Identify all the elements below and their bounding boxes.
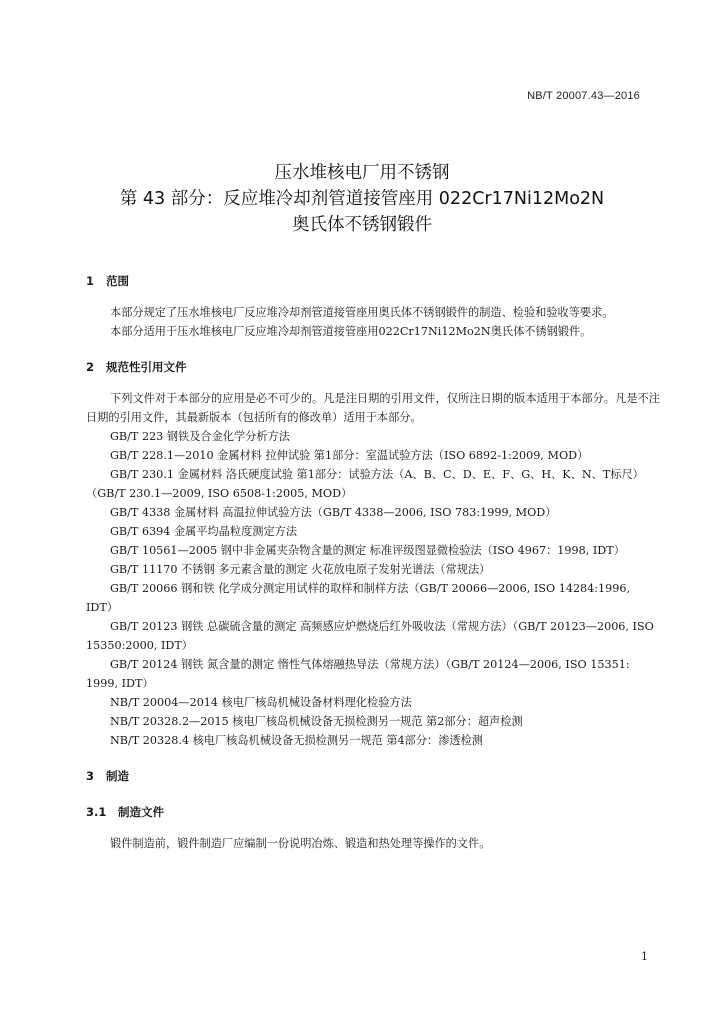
section-3-1-heading [86, 803, 660, 822]
document-body [86, 272, 660, 853]
section-3-1-title: 制造文件 [118, 805, 164, 819]
section-3-number: 3 [86, 769, 95, 783]
section-1-paragraph-1: 本部分规定了压水堆核电厂反应堆冷却剂管道接管座用奥氏体不锈钢锻件的制造、检验和验收等要求。 [110, 306, 614, 319]
reference-item: GB/T 11170 不锈钢 多元素含量的测定 火花放电原子发射光谱法（常规法） [110, 563, 491, 576]
section-1-heading [86, 272, 660, 291]
reference-item: GB/T 20123 钢铁 总碳硫含量的测定 高频感应炉燃烧后红外吸收法（常规方法）（GB/T 20123—2006, ISO 15350:2000, IDT） [86, 620, 654, 652]
section-3-1-paragraph: 锻件制造前，锻件制造厂应编制一份说明冶炼、锻造和热处理等操作的文件。 [110, 837, 491, 850]
section-2-heading [86, 358, 660, 377]
document-title [0, 160, 724, 238]
section-2-number: 2 [86, 360, 95, 374]
reference-item: NB/T 20328.4 核电厂核岛机械设备无损检测另一规范 第4部分：渗透检测 [110, 734, 483, 747]
reference-item: NB/T 20328.2—2015 核电厂核岛机械设备无损检测另一规范 第2部分：超声检测 [110, 715, 523, 728]
reference-item: NB/T 20004—2014 核电厂核岛机械设备材料理化检验方法 [110, 696, 412, 709]
reference-item: GB/T 230.1 金属材料 洛氏硬度试验 第1部分：试验方法（A、B、C、D、E、F、G、H、K、N、T标尺）（GB/T 230.1—2009, ISO 6508-1:2005, MOD） [86, 468, 644, 500]
section-1-title: 范围 [106, 274, 129, 288]
section-3-1-number: 3.1 [86, 805, 107, 819]
reference-item: GB/T 6394 金属平均晶粒度测定方法 [110, 525, 298, 538]
section-3-title: 制造 [106, 769, 129, 783]
title-line-2: 第 43 部分：反应堆冷却剂管道接管座用 022Cr17Ni12Mo2N [119, 189, 605, 209]
section-1-number: 1 [86, 274, 95, 288]
reference-item: GB/T 4338 金属材料 高温拉伸试验方法（GB/T 4338—2006, ISO 783:1999, MOD） [110, 506, 557, 519]
section-3-heading [86, 767, 660, 786]
title-line-1: 压水堆核电厂用不锈钢 [274, 163, 450, 183]
reference-item: GB/T 20124 钢铁 氮含量的测定 惰性气体熔融热导法（常规方法）（GB/T 20124—2006, ISO 15351: 1999, IDT） [86, 658, 630, 690]
section-1-paragraph-2: 本部分适用于压水堆核电厂反应堆冷却剂管道接管座用022Cr17Ni12Mo2N奥氏体不锈钢锻件。 [110, 325, 592, 338]
section-2-title: 规范性引用文件 [106, 360, 187, 374]
page-number: 1 [641, 950, 648, 963]
reference-item: GB/T 228.1—2010 金属材料 拉伸试验 第1部分：室温试验方法（ISO 6892-1:2009, MOD） [110, 449, 589, 462]
standard-code: NB/T 20007.43—2016 [527, 90, 640, 102]
reference-item: GB/T 223 钢铁及合金化学分析方法 [110, 430, 290, 443]
reference-item: GB/T 10561—2005 钢中非金属夹杂物含量的测定 标准评级图显微检验法（ISO 4967：1998, IDT） [110, 544, 625, 557]
title-line-3: 奥氏体不锈钢锻件 [292, 215, 432, 235]
reference-item: GB/T 20066 钢和铁 化学成分测定用试样的取样和制样方法（GB/T 20066—2006, ISO 14284:1996, IDT） [86, 582, 631, 614]
section-2-intro: 下列文件对于本部分的应用是必不可少的。凡是注日期的引用文件，仅所注日期的版本适用于本部分。凡是不注日期的引用文件，其最新版本（包括所有的修改单）适用于本部分。 [86, 392, 660, 424]
